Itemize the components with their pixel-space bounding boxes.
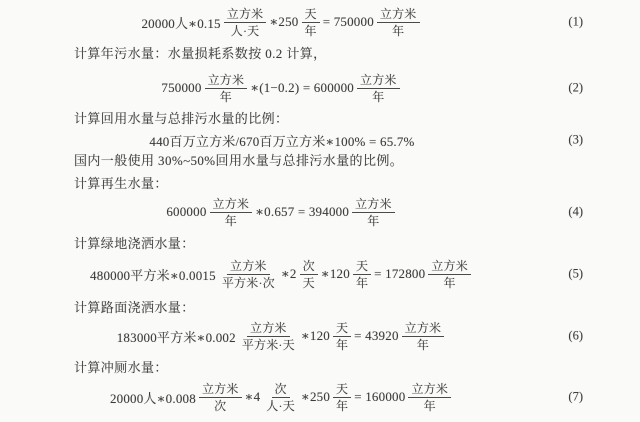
fraction [219,259,278,290]
fraction-denominator: 年 [443,275,456,290]
formula-7 [110,382,454,413]
fraction-numerator: 天 [353,259,371,275]
fraction-numerator: 天 [333,382,351,398]
fraction-denominator: 次 [214,398,227,413]
fraction [302,7,320,38]
equation-text: = 43920 [354,328,399,343]
equation-text: 480000平方米∗0.0015 [90,267,216,283]
fraction-denominator: 年 [392,23,405,38]
fraction [353,259,371,290]
equation-number: (2) [568,80,583,95]
formula-2 [161,73,402,104]
equation-text: ∗250 [269,14,299,29]
fraction [263,382,298,413]
fraction-numerator: 立方米 [247,321,290,337]
paragraph: 计算冲厕水量： [74,360,168,375]
fraction [239,321,298,352]
fraction-denominator: 年 [304,23,317,38]
equation-text: ∗4 [244,389,261,404]
equation-number: (3) [568,132,583,147]
fraction [408,382,451,413]
fraction-numerator: 立方米 [402,321,445,337]
equation-text: ∗120 [320,266,350,281]
fraction-numerator: 立方米 [377,7,420,23]
fraction-denominator: 年 [336,398,349,413]
fraction-denominator: 年 [355,275,369,290]
equation-text: ∗2 [280,266,297,281]
equation-text: ∗0.657 = 394000 [255,204,350,219]
fraction-numerator: 立方米 [205,73,248,89]
equation-number: (5) [568,266,583,281]
fraction-denominator: 平方米·天 [241,337,295,352]
formula-6 [117,321,448,352]
fraction-numerator: 立方米 [352,197,395,213]
equation-text: = 172800 [374,266,426,281]
fraction [210,197,253,228]
fraction-numerator: 立方米 [408,382,451,398]
equation-text: ∗(1−0.2) = 600000 [250,80,354,95]
fraction-denominator: 平方米·次 [221,275,275,290]
equation-row-2 [0,70,640,106]
equation-text: 183000平方米∗0.002 [116,329,236,345]
fraction [402,321,445,352]
fraction-numerator: 立方米 [199,382,242,398]
fraction-numerator: 立方米 [227,259,270,275]
fraction-numerator: 天 [333,321,351,337]
fraction-denominator: 人·天 [230,23,260,38]
paragraph: 计算绿地浇洒水量： [74,236,195,251]
fraction [205,73,248,104]
fraction [333,382,351,413]
fraction-denominator: 年 [219,89,232,104]
fraction-numerator: 次 [272,382,290,398]
fraction-denominator: 年 [367,213,380,228]
equation-text: ∗120 [300,328,330,343]
equation-row-7 [0,379,640,415]
paragraph: 计算年污水量：水量损耗系数按 0.2 计算， [74,46,327,61]
fraction-numerator: 立方米 [224,7,267,23]
fraction-denominator: 年 [372,89,385,104]
fraction [224,7,267,38]
formula-1 [141,7,422,38]
equation-text: ∗250 [300,389,331,404]
equation-text: 750000 [161,80,202,95]
fraction-denominator: 人·天 [266,398,295,413]
equation-row-5 [0,256,640,292]
fraction-denominator: 年 [224,213,237,228]
equation-row-4 [0,194,640,230]
fraction [377,7,420,38]
formula-5 [90,259,474,290]
fraction-numerator: 立方米 [428,259,471,275]
equation-row-1 [0,4,640,40]
equation-number: (6) [568,328,583,343]
equation-text: 20000人∗0.15 [141,15,221,31]
equation-number: (1) [568,14,583,29]
paragraph: 计算再生水量： [74,176,168,191]
fraction [357,73,400,104]
paragraph: 计算回用水量与总排污水量的比例： [74,111,289,126]
paragraph: 国内一般使用 30%~50%回用水量与总排污水量的比例。 [74,153,404,168]
equation-number: (7) [568,389,583,404]
fraction-denominator: 年 [423,398,436,413]
equation-text: = 750000 [322,14,374,29]
fraction [352,197,395,228]
fraction-numerator: 天 [302,7,320,23]
fraction-denominator: 年 [416,337,430,352]
equation-number: (4) [568,204,583,219]
equation-text: 20000人∗0.008 [109,390,196,406]
equation-text: 600000 [166,204,207,219]
paragraph: 计算路面浇洒水量： [74,300,195,315]
fraction-denominator: 年 [335,337,349,352]
fraction [199,382,242,413]
fraction-numerator: 立方米 [357,73,400,89]
fraction [300,259,318,290]
fraction [428,259,471,290]
formula-3 [149,131,414,150]
equation-text: = 160000 [354,389,406,404]
fraction [333,321,351,352]
fraction-denominator: 天 [302,275,315,290]
equation-row-6 [0,318,640,354]
equation-text: 440百万立方米/670百万立方米∗100% = 65.7% [149,133,415,149]
fraction-numerator: 立方米 [210,197,253,213]
formula-4 [166,197,397,228]
fraction-numerator: 次 [300,259,318,275]
